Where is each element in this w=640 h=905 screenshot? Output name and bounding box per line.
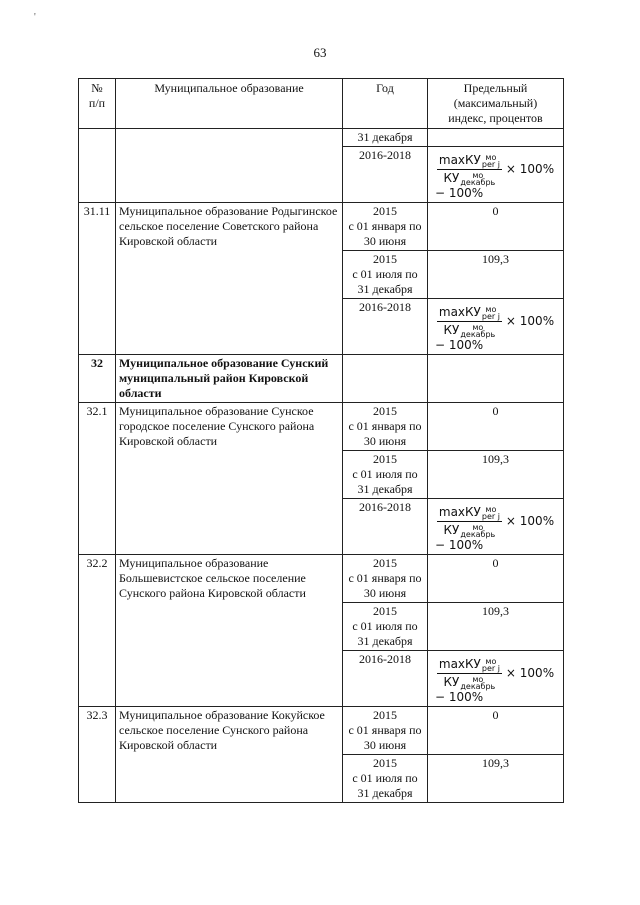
period-text: с 01 июля по 31 декабря [352,267,418,296]
page-number: 63 [313,45,327,60]
index-value: 109,3 [428,251,564,299]
index-formula-cell [428,147,564,203]
index-cell [428,355,564,403]
year-cell [343,651,428,707]
year-cell [343,555,428,603]
year-cell [343,451,428,499]
table-row [79,203,564,251]
period-text: с 01 июля по 31 декабря [352,771,418,800]
formula-denominator: КУ мо декабрь [443,674,496,691]
header-year: Год [343,79,428,129]
year-value: 2015 [373,252,397,266]
year-cell [343,299,428,355]
entry-num: 31.11 [79,203,116,355]
formula-denominator: КУ мо декабрь [443,522,496,539]
formula-multiplier: × 100% [505,666,555,680]
index-formula-cell [428,651,564,707]
period-text: с 01 января по 30 июня [348,723,422,752]
year-cell [343,603,428,651]
group-name: Муниципальное образование Сунский муниципальный район Кировской области [116,355,343,403]
formula-multiplier: × 100% [505,314,555,328]
period-text: с 01 июля по 31 декабря [352,619,418,648]
index-formula [431,148,560,201]
index-value: 109,3 [428,755,564,803]
index-formula-cell [428,299,564,355]
index-cell [428,129,564,147]
year-cell [343,499,428,555]
table-row [79,555,564,603]
year-cell: 2016-2018 [343,147,428,203]
year-value: 2015 [373,556,397,570]
year-cell [343,251,428,299]
formula-numerator: maxКУ мо per j [438,656,500,673]
table-row [79,707,564,755]
formula-minus: − 100% [435,538,484,552]
index-formula-cell [428,499,564,555]
formula-numerator: maxКУ мо per j [438,304,500,321]
year-value: 2015 [373,756,397,770]
scan-mark: ' [34,12,36,23]
table-body [79,129,564,803]
year-value: 2015 [373,204,397,218]
municipality-name: Муниципальное образование Родыгинское сельское поселение Советского района Кировской области [116,203,343,355]
index-value: 0 [428,203,564,251]
tariff-index-table [78,78,564,803]
period-text: с 01 января по 30 июня [348,419,422,448]
year-value: 2015 [373,452,397,466]
index-formula [431,300,560,353]
header-municipality: Муниципальное образование [116,79,343,129]
year-value: 2015 [373,404,397,418]
header-num: № п/п [79,79,116,129]
group-num: 32 [79,355,116,403]
entry-num: 32.3 [79,707,116,803]
year-cell [343,403,428,451]
table-row [79,129,564,147]
period-text: с 01 июля по 31 декабря [352,467,418,496]
municipality-name: Муниципальное образование Сунское городское поселение Сунского района Кировской области [116,403,343,555]
num-cell [79,129,116,203]
index-formula [431,652,560,705]
table-row [79,355,564,403]
table-row [79,403,564,451]
entry-num: 32.2 [79,555,116,707]
year-cell [343,755,428,803]
year-cell [343,355,428,403]
period-text: с 01 января по 30 июня [348,571,422,600]
header-index: Предельный (максимальный) индекс, процентов [428,79,564,129]
year-value: 2015 [373,604,397,618]
formula-numerator: maxКУ мо per j [438,504,500,521]
year-value: 2015 [373,708,397,722]
municipality-name: Муниципальное образование Большевистское сельское поселение Сунского района Кировской области [116,555,343,707]
year-value: 2016-2018 [359,500,411,514]
year-cell [343,707,428,755]
formula-minus: − 100% [435,186,484,200]
index-value: 109,3 [428,603,564,651]
index-value: 0 [428,403,564,451]
formula-minus: − 100% [435,690,484,704]
formula-denominator: КУ мо декабрь [443,322,496,339]
index-value: 0 [428,707,564,755]
formula-multiplier: × 100% [505,162,555,176]
period-tail: 31 декабря [343,129,428,147]
formula-numerator: maxКУ мо per j [438,152,500,169]
period-text: с 01 января по 30 июня [348,219,422,248]
year-value: 2016-2018 [359,652,411,666]
name-cell [116,129,343,203]
formula-multiplier: × 100% [505,514,555,528]
index-formula [431,500,560,553]
formula-denominator: КУ мо декабрь [443,170,496,187]
table-header-row [79,79,564,129]
year-cell [343,203,428,251]
formula-minus: − 100% [435,338,484,352]
municipality-name: Муниципальное образование Кокуйское сельское поселение Сунского района Кировской области [116,707,343,803]
index-value: 0 [428,555,564,603]
year-value: 2016-2018 [359,300,411,314]
index-value: 109,3 [428,451,564,499]
entry-num: 32.1 [79,403,116,555]
